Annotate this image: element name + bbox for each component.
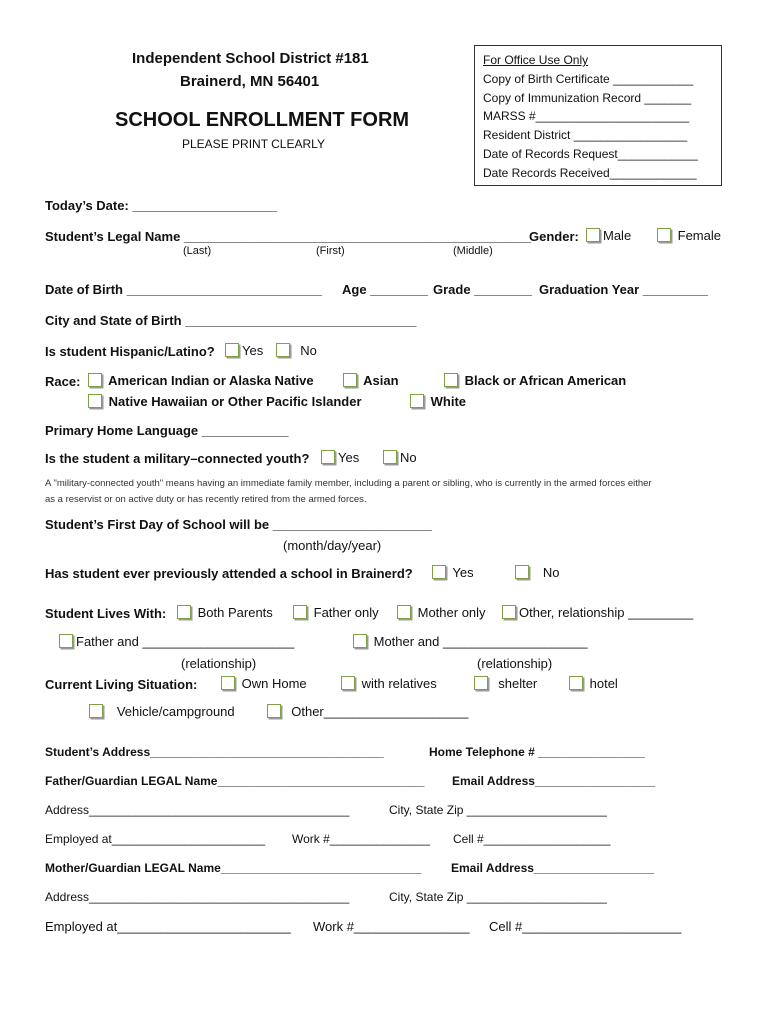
todays-date-field[interactable]: Today’s Date: ____________________ [45,198,278,213]
father-only-label: Father only [313,605,379,620]
mother-only-option[interactable] [397,605,486,620]
with-relatives-label: with relatives [361,676,437,691]
hispanic-question: Is student Hispanic/Latino? [45,344,215,359]
attended-yes-checkbox[interactable] [432,565,446,579]
dob-field[interactable]: Date of Birth ___________________________ [45,282,322,297]
vehicle-label: Vehicle/campground [116,704,235,719]
attended-yes-option[interactable] [432,565,474,580]
other-living-label: Other____________________ [291,704,469,719]
mother-only-checkbox[interactable] [397,605,411,619]
military-yes-checkbox[interactable] [321,450,335,464]
district-city: Brainerd, MN 56401 [180,73,320,90]
hotel-label: hotel [589,676,618,691]
father-and-label: Father and _____________________ [76,634,295,649]
own-home-checkbox[interactable] [221,676,235,690]
no-label: No [400,450,417,465]
military-note-line2: as a reservist or on active duty or has recently retired from the armed forces. [45,494,367,505]
other-relationship-option[interactable] [502,605,693,620]
father-only-checkbox[interactable] [293,605,307,619]
yes-label: Yes [338,450,360,465]
both-parents-label: Both Parents [197,605,273,620]
military-note-line1: A "military-connected youth" means having an immediate family member, including a parent or sibling, who is currently in the armed forces either [45,478,652,489]
race-asian-option[interactable] [343,373,399,388]
form-title: SCHOOL ENROLLMENT FORM [115,109,410,131]
grad-year-field[interactable]: Graduation Year _________ [539,282,708,297]
father-city-field[interactable]: City, State Zip _____________________ [389,803,607,817]
first-day-format: (month/day/year) [283,538,382,553]
male-label: Male [603,228,632,243]
vehicle-option[interactable] [89,704,235,719]
mother-address-field[interactable]: Address_______________________________________ [45,890,350,904]
father-and-option[interactable] [59,634,294,649]
race-white-checkbox[interactable] [410,394,424,408]
name-middle-hint: (Middle) [453,245,493,257]
mother-and-label: Mother and ____________________ [373,634,588,649]
mother-work-field[interactable]: Work #________________ [313,919,470,934]
office-use-box [474,45,722,186]
military-question: Is the student a military–connected youth? [45,451,310,466]
shelter-option[interactable] [474,676,537,691]
vehicle-checkbox[interactable] [89,704,103,718]
race-nh-option[interactable] [88,394,362,409]
race-ai-option[interactable] [88,373,314,388]
yes-label: Yes [452,565,474,580]
first-day-field[interactable]: Student’s First Day of School will be ______________________ [45,517,432,532]
no-label: No [542,565,560,580]
name-last-hint: (Last) [183,245,212,257]
form-subtitle: PLEASE PRINT CLEARLY [182,137,325,151]
office-line: Resident District _________________ [483,128,688,143]
father-only-option[interactable] [293,605,379,620]
shelter-label: shelter [498,676,538,691]
mother-and-checkbox[interactable] [353,634,367,648]
other-living-option[interactable] [267,704,468,719]
race-asian-checkbox[interactable] [343,373,357,387]
legal-name-field[interactable]: Student’s Legal Name ________________________________________________ [45,229,531,244]
race-nh-checkbox[interactable] [88,394,102,408]
father-email-field[interactable]: Email Address__________________ [452,774,656,788]
race-black-option[interactable] [444,373,626,388]
race-asian-label: Asian [363,373,399,388]
hotel-option[interactable] [569,676,618,691]
no-label: No [300,343,317,358]
male-checkbox[interactable] [586,228,600,242]
father-work-field[interactable]: Work #_______________ [292,832,430,846]
office-line: Copy of Immunization Record _______ [483,90,692,105]
father-and-checkbox[interactable] [59,634,73,648]
father-employed-field[interactable]: Employed at_______________________ [45,832,266,846]
with-relatives-option[interactable] [341,676,437,691]
mother-email-field[interactable]: Email Address__________________ [451,861,655,875]
female-label: Female [677,228,721,243]
other-living-checkbox[interactable] [267,704,281,718]
military-no-checkbox[interactable] [383,450,397,464]
office-line: Copy of Birth Certificate ____________ [483,71,694,86]
yes-label: Yes [242,343,264,358]
own-home-label: Own Home [241,676,307,691]
race-black-label: Black or African American [464,373,627,388]
attended-no-option[interactable] [515,565,559,580]
race-label: Race: [45,374,81,389]
female-checkbox[interactable] [657,228,671,242]
student-address-field[interactable]: Student’s Address___________________________________ [45,745,384,759]
language-field[interactable]: Primary Home Language ____________ [45,423,289,438]
office-line: Date of Records Request____________ [483,146,698,161]
mother-city-field[interactable]: City, State Zip _____________________ [389,890,607,904]
gender-female-option[interactable] [657,228,721,243]
race-black-checkbox[interactable] [444,373,458,387]
hispanic-yes-option[interactable] [225,343,263,358]
gender-male-option[interactable] [586,228,631,243]
both-parents-checkbox[interactable] [177,605,191,619]
military-yes-option[interactable] [321,450,359,465]
mother-only-label: Mother only [417,605,486,620]
father-name-field[interactable]: Father/Guardian LEGAL Name_______________________________ [45,774,425,788]
own-home-option[interactable] [221,676,307,691]
other-relationship-checkbox[interactable] [502,605,516,619]
father-cell-field[interactable]: Cell #___________________ [453,832,611,846]
office-line: MARSS #_______________________ [483,109,690,124]
office-line: Date Records Received_____________ [483,165,697,180]
mother-name-field[interactable]: Mother/Guardian LEGAL Name______________________________ [45,861,422,875]
hispanic-no-option[interactable] [276,343,317,358]
race-white-option[interactable] [410,394,466,409]
hispanic-no-checkbox[interactable] [276,343,290,357]
district-name: Independent School District #181 [132,50,369,67]
with-relatives-checkbox[interactable] [341,676,355,690]
race-nh-label: Native Hawaiian or Other Pacific Islander [108,394,362,409]
attended-question: Has student ever previously attended a school in Brainerd? [45,566,413,581]
other-relationship-label: Other, relationship _________ [519,605,694,620]
father-address-field[interactable]: Address_______________________________________ [45,803,350,817]
grade-field[interactable]: Grade ________ [433,282,533,297]
both-parents-option[interactable] [177,605,273,620]
mother-and-option[interactable] [353,634,588,649]
name-first-hint: (First) [316,245,345,257]
lives-with-label: Student Lives With: [45,606,167,621]
attended-no-checkbox[interactable] [515,565,529,579]
hispanic-yes-checkbox[interactable] [225,343,239,357]
shelter-checkbox[interactable] [474,676,488,690]
mother-cell-field[interactable]: Cell #______________________ [489,919,682,934]
office-heading: For Office Use Only [483,53,589,67]
race-ai-label: American Indian or Alaska Native [108,373,314,388]
home-phone-field[interactable]: Home Telephone # ________________ [429,745,645,759]
race-white-label: White [430,394,467,409]
hotel-checkbox[interactable] [569,676,583,690]
city-birth-field[interactable]: City and State of Birth ________________________________ [45,313,417,328]
military-no-option[interactable] [383,450,417,465]
race-ai-checkbox[interactable] [88,373,102,387]
mother-relationship-hint: (relationship) [477,656,553,671]
mother-employed-field[interactable]: Employed at________________________ [45,919,291,934]
father-relationship-hint: (relationship) [181,656,257,671]
gender-label: Gender: [529,229,579,244]
living-situation-label: Current Living Situation: [45,677,198,692]
age-field[interactable]: Age ________ [342,282,429,297]
